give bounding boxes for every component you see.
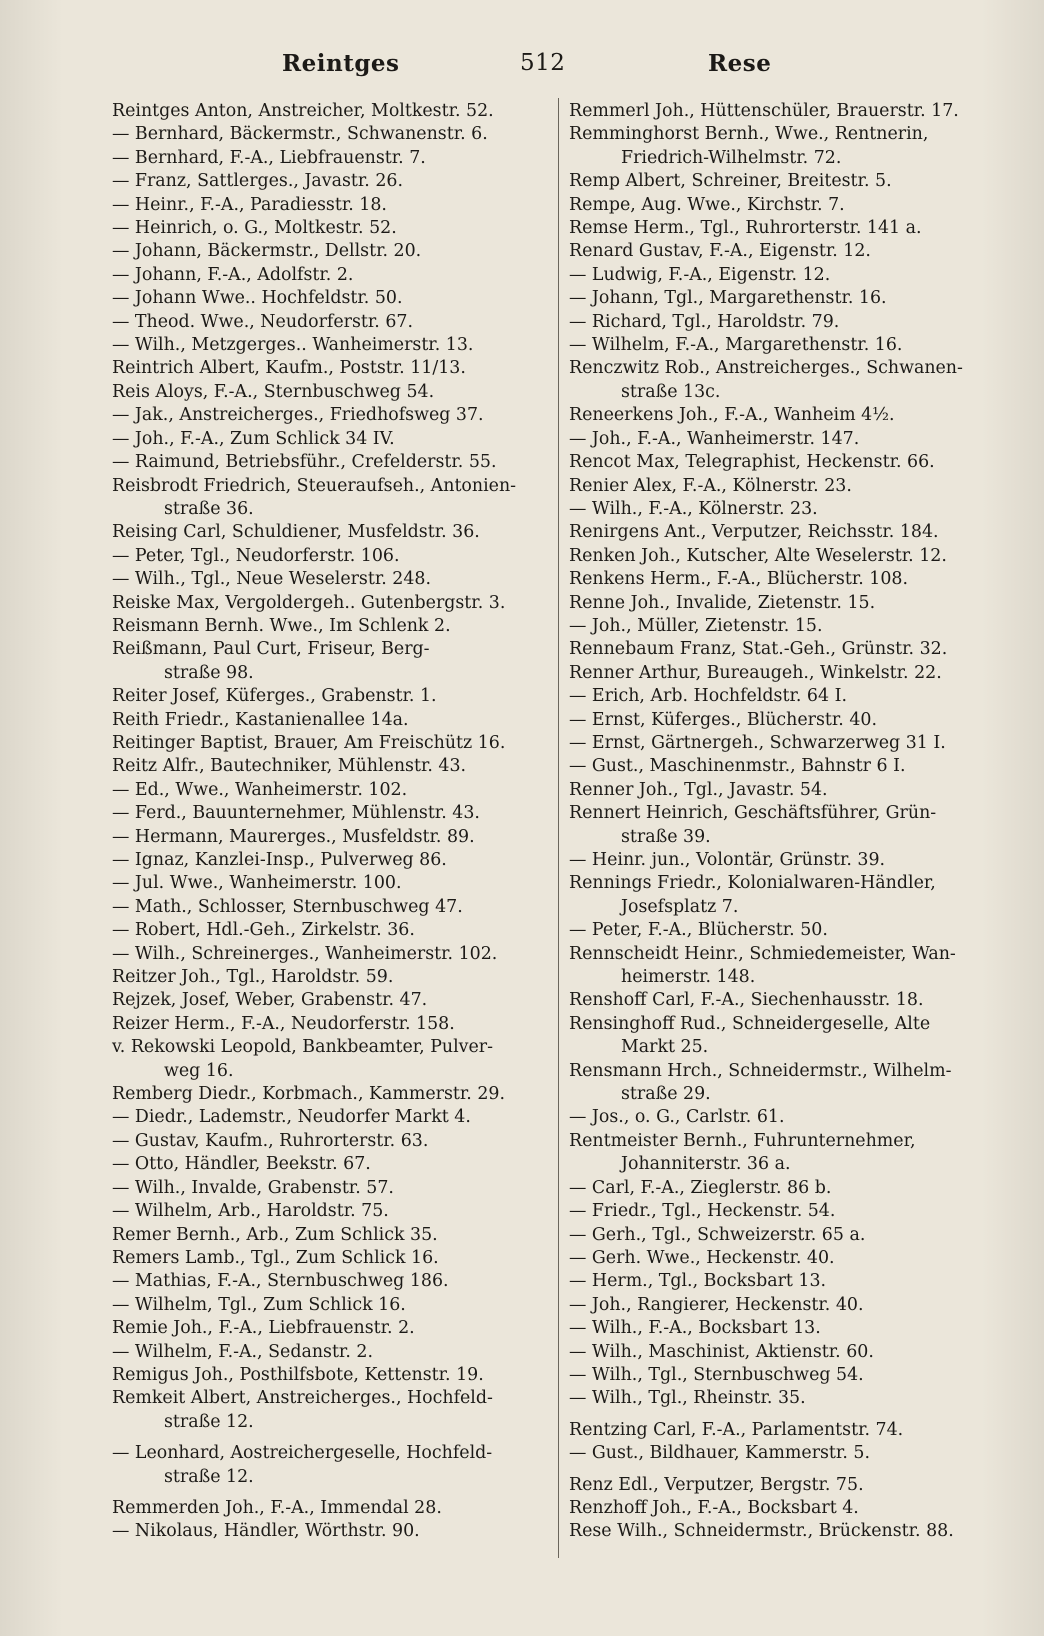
directory-entry	[569, 872, 1001, 919]
entry-line: — Leonhard, Aostreichergeselle, Hochfeld-	[112, 1443, 493, 1464]
directory-entry	[569, 919, 1001, 942]
entry-line: Remmerden Joh., F.-A., Immendal 28.	[112, 1497, 442, 1518]
directory-entry	[569, 475, 1001, 498]
entry-line: — Bernhard, Bäckermstr., Schwanenstr. 6.	[112, 124, 488, 145]
directory-entry	[112, 592, 542, 615]
directory-entry	[112, 170, 542, 193]
entry-line: — Ernst, Gärtnergeh., Schwarzerweg 31 I.	[569, 732, 946, 753]
entry-continuation: straße 36.	[164, 498, 254, 519]
entry-line: Renard Gustav, F.-A., Eigenstr. 12.	[569, 241, 871, 262]
directory-entry	[112, 802, 542, 825]
directory-entry	[112, 264, 542, 287]
directory-entry	[569, 1474, 1001, 1497]
header-right-keyword: Rese	[708, 50, 772, 77]
entry-line: — Gerh., Tgl., Schweizerstr. 65 a.	[569, 1224, 866, 1245]
directory-entry	[569, 404, 1001, 427]
directory-entry	[569, 1341, 1001, 1364]
entry-line: — Wilh., Metzgerges.. Wanheimerstr. 13.	[112, 335, 474, 356]
entry-line: Reisbrodt Friedrich, Steueraufseh., Antonien-	[112, 475, 517, 496]
directory-entry	[112, 685, 542, 708]
entry-line: Remie Joh., F.-A., Liebfrauenstr. 2.	[112, 1318, 415, 1339]
entry-line: Rennert Heinrich, Geschäftsführer, Grün-	[569, 803, 937, 824]
directory-entry	[569, 521, 1001, 544]
entry-line: — Joh., Müller, Zietenstr. 15.	[569, 615, 823, 636]
entry-line: — Herm., Tgl., Bocksbart 13.	[569, 1271, 827, 1292]
directory-entry	[569, 1013, 1001, 1060]
directory-entry	[569, 1294, 1001, 1317]
directory-entry	[569, 498, 1001, 521]
directory-entry	[112, 240, 542, 263]
directory-entry	[112, 732, 542, 755]
directory-entry	[112, 615, 542, 638]
directory-entry	[569, 240, 1001, 263]
entry-line: Remigus Joh., Posthilfsbote, Kettenstr. 19.	[112, 1364, 484, 1385]
directory-entry	[569, 1247, 1001, 1270]
directory-entry	[569, 615, 1001, 638]
entry-line: — Gustav, Kaufm., Ruhrorterstr. 63.	[112, 1130, 429, 1151]
entry-line: — Wilh., Schreinerges., Wanheimerstr. 102.	[112, 943, 498, 964]
entry-continuation: Markt 25.	[621, 1037, 709, 1058]
directory-entry	[112, 381, 542, 404]
entry-continuation: straße 39.	[621, 826, 711, 847]
entry-line: v. Rekowski Leopold, Bankbeamter, Pulver-	[112, 1037, 493, 1058]
entry-line: Rentzing Carl, F.-A., Parlamentstr. 74.	[569, 1419, 904, 1440]
directory-entry	[112, 1130, 542, 1153]
directory-entry	[569, 311, 1001, 334]
entry-line: Renner Joh., Tgl., Javastr. 54.	[569, 779, 828, 800]
entry-line: Renken Joh., Kutscher, Alte Weselerstr. 12.	[569, 545, 947, 566]
directory-entry	[112, 1036, 542, 1083]
directory-entry	[112, 755, 542, 778]
page-header	[0, 50, 1044, 90]
directory-entry	[569, 123, 1001, 170]
directory-entry	[112, 966, 542, 989]
entry-line: — Robert, Hdl.-Geh., Zirkelstr. 36.	[112, 920, 415, 941]
directory-entry	[112, 1442, 542, 1489]
directory-entry	[112, 1520, 542, 1543]
directory-entry	[112, 568, 542, 591]
directory-entry	[569, 568, 1001, 591]
entry-line: — Johann, Tgl., Margarethenstr. 16.	[569, 288, 887, 309]
entry-line: Reitz Alfr., Bautechniker, Mühlenstr. 43.	[112, 756, 467, 777]
entry-line: — Ernst, Küferges., Blücherstr. 40.	[569, 709, 877, 730]
entry-line: — Erich, Arb. Hochfeldstr. 64 I.	[569, 686, 847, 707]
entry-line: Reintrich Albert, Kaufm., Poststr. 11/13.	[112, 358, 466, 379]
entry-line: — Carl, F.-A., Zieglerstr. 86 b.	[569, 1177, 832, 1198]
entry-line: Renczwitz Rob., Anstreicherges., Schwanen-	[569, 358, 963, 379]
directory-entry	[569, 1419, 1001, 1442]
entry-line: Remmerl Joh., Hüttenschüler, Brauerstr. 17.	[569, 101, 959, 121]
entry-line: Reith Friedr., Kastanienallee 14a.	[112, 709, 409, 730]
entry-continuation: Josefsplatz 7.	[621, 896, 739, 917]
directory-entry	[112, 334, 542, 357]
entry-line: — Wilhelm, Tgl., Zum Schlick 16.	[112, 1294, 406, 1315]
entry-continuation: heimerstr. 148.	[621, 967, 756, 988]
entry-line: Remse Herm., Tgl., Ruhrorterstr. 141 a.	[569, 218, 922, 239]
directory-entry	[569, 1364, 1001, 1387]
entry-line: Renne Joh., Invalide, Zietenstr. 15.	[569, 592, 876, 613]
entry-line: — Wilh., Tgl., Rheinstr. 35.	[569, 1388, 806, 1409]
entry-line: — Wilh., Tgl., Sternbuschweg 54.	[569, 1364, 864, 1385]
entry-line: Rese Wilh., Schneidermstr., Brückenstr. 88.	[569, 1521, 954, 1542]
directory-entry	[112, 1177, 542, 1200]
entry-line: Reitzer Joh., Tgl., Haroldstr. 59.	[112, 967, 394, 988]
directory-entry	[112, 1294, 542, 1317]
directory-entry	[112, 638, 542, 685]
directory-entry	[569, 194, 1001, 217]
entry-line: Reißmann, Paul Curt, Friseur, Berg-	[112, 639, 430, 660]
entry-line: — Theod. Wwe., Neudorferstr. 67.	[112, 311, 413, 332]
entry-line: Remkeit Albert, Anstreicherges., Hochfeld-	[112, 1388, 493, 1409]
entry-line: Rennings Friedr., Kolonialwaren-Händler,	[569, 873, 936, 894]
directory-entry	[112, 1106, 542, 1129]
entry-line: — Jul. Wwe., Wanheimerstr. 100.	[112, 873, 402, 894]
directory-entry	[112, 1364, 542, 1387]
entry-continuation: weg 16.	[164, 1060, 234, 1081]
entry-continuation: Friedrich-Wilhelmstr. 72.	[621, 147, 842, 168]
directory-entry	[569, 592, 1001, 615]
directory-entry	[569, 545, 1001, 568]
entry-line: — Franz, Sattlerges., Javastr. 26.	[112, 171, 404, 192]
entry-line: — Ludwig, F.-A., Eigenstr. 12.	[569, 264, 831, 285]
entry-line: Reneerkens Joh., F.-A., Wanheim 4½.	[569, 405, 895, 426]
directory-entry	[569, 849, 1001, 872]
entry-line: — Joh., F.-A., Wanheimerstr. 147.	[569, 428, 860, 449]
directory-entry	[112, 779, 542, 802]
directory-entry	[112, 451, 542, 474]
directory-entry	[569, 217, 1001, 240]
entry-line: Reizer Herm., F.-A., Neudorferstr. 158.	[112, 1013, 455, 1034]
entry-line: — Hermann, Maurerges., Musfeldstr. 89.	[112, 826, 475, 847]
directory-entry	[112, 147, 542, 170]
directory-entry	[112, 1013, 542, 1036]
entry-line: — Wilh., Invalde, Grabenstr. 57.	[112, 1177, 394, 1198]
entry-line: Reiter Josef, Küferges., Grabenstr. 1.	[112, 686, 437, 707]
directory-entry	[112, 311, 542, 334]
directory-entry	[112, 1387, 542, 1434]
entry-line: — Johann Wwe.. Hochfeldstr. 50.	[112, 288, 403, 309]
entry-line: Remer Bernh., Arb., Zum Schlick 35.	[112, 1224, 438, 1245]
directory-entry	[569, 755, 1001, 778]
entry-line: — Johann, Bäckermstr., Dellstr. 20.	[112, 241, 422, 262]
entry-continuation: straße 98.	[164, 662, 254, 683]
entry-line: Remp Albert, Schreiner, Breitestr. 5.	[569, 171, 892, 192]
entry-line: — Heinr. jun., Volontär, Grünstr. 39.	[569, 850, 886, 870]
entry-line: Renier Alex, F.-A., Kölnerstr. 23.	[569, 475, 852, 496]
entry-line: Reiske Max, Vergoldergeh.. Gutenbergstr. 3.	[112, 592, 506, 613]
directory-entry	[112, 1270, 542, 1293]
entry-line: Renshoff Carl, F.-A., Siechenhausstr. 18.	[569, 990, 924, 1011]
directory-entry	[112, 428, 542, 451]
entry-line: Remberg Diedr., Korbmach., Kammerstr. 29.	[112, 1084, 505, 1105]
directory-entry	[569, 264, 1001, 287]
directory-entry	[569, 170, 1001, 193]
entry-line: — Gust., Maschinenmstr., Bahnstr 6 I.	[569, 756, 906, 777]
directory-entry	[569, 1200, 1001, 1223]
right-column	[569, 100, 1001, 1544]
entry-line: — Otto, Händler, Beekstr. 67.	[112, 1154, 371, 1175]
directory-entry	[569, 428, 1001, 451]
entry-line: — Math., Schlosser, Sternbuschweg 47.	[112, 896, 463, 917]
entry-line: — Jak., Anstreicherges., Friedhofsweg 37.	[112, 405, 484, 426]
directory-entry	[112, 989, 542, 1012]
entry-line: — Ferd., Bauunternehmer, Mühlenstr. 43.	[112, 803, 480, 824]
entry-line: Rentmeister Bernh., Fuhrunternehmer,	[569, 1130, 916, 1151]
entry-line: Renz Edl., Verputzer, Bergstr. 75.	[569, 1474, 864, 1495]
entry-line: Remers Lamb., Tgl., Zum Schlick 16.	[112, 1247, 439, 1268]
entry-line: — Jos., o. G., Carlstr. 61.	[569, 1107, 785, 1128]
directory-entry	[569, 1130, 1001, 1177]
entry-line: — Diedr., Lademstr., Neudorfer Markt 4.	[112, 1107, 471, 1128]
directory-entry	[569, 802, 1001, 849]
directory-entry	[112, 1247, 542, 1270]
entry-line: Rencot Max, Telegraphist, Heckenstr. 66.	[569, 452, 935, 473]
directory-entry	[569, 732, 1001, 755]
directory-entry	[569, 451, 1001, 474]
entry-line: — Bernhard, F.-A., Liebfrauenstr. 7.	[112, 147, 426, 168]
directory-entry	[112, 872, 542, 895]
directory-entry	[569, 1497, 1001, 1520]
entry-line: — Joh., F.-A., Zum Schlick 34 IV.	[112, 428, 395, 449]
entry-line: — Wilh., Maschinist, Aktienstr. 60.	[569, 1341, 874, 1362]
entry-line: Renirgens Ant., Verputzer, Reichsstr. 184.	[569, 522, 939, 543]
entry-line: Rempe, Aug. Wwe., Kirchstr. 7.	[569, 194, 845, 215]
directory-entry	[569, 1106, 1001, 1129]
directory-entry	[569, 685, 1001, 708]
entry-continuation: straße 13c.	[621, 381, 721, 402]
directory-entry	[112, 943, 542, 966]
directory-entry	[112, 1224, 542, 1247]
directory-entry	[569, 662, 1001, 685]
directory-entry	[112, 521, 542, 544]
directory-entry	[569, 943, 1001, 990]
directory-entry	[569, 1060, 1001, 1107]
entry-line: — Peter, Tgl., Neudorferstr. 106.	[112, 545, 400, 566]
entry-line: — Richard, Tgl., Haroldstr. 79.	[569, 311, 840, 332]
directory-entry	[569, 638, 1001, 661]
entry-line: — Wilhelm, F.-A., Margarethenstr. 16.	[569, 335, 903, 356]
directory-entry	[112, 919, 542, 942]
entry-line: — Peter, F.-A., Blücherstr. 50.	[569, 920, 828, 941]
entry-line: — Johann, F.-A., Adolfstr. 2.	[112, 264, 354, 285]
directory-entry	[569, 1224, 1001, 1247]
directory-entry	[112, 1317, 542, 1340]
entry-continuation: straße 12.	[164, 1466, 254, 1487]
left-column	[112, 100, 542, 1544]
directory-entry	[112, 287, 542, 310]
entry-line: — Heinr., F.-A., Paradiesstr. 18.	[112, 194, 387, 215]
entry-line: Reintges Anton, Anstreicher, Moltkestr. 52.	[112, 101, 494, 121]
directory-entry	[569, 1177, 1001, 1200]
directory-entry	[112, 217, 542, 240]
directory-entry	[569, 287, 1001, 310]
entry-line: Rejzek, Josef, Weber, Grabenstr. 47.	[112, 990, 428, 1011]
directory-entry	[569, 1442, 1001, 1465]
directory-entry	[112, 826, 542, 849]
directory-entry	[569, 100, 1001, 123]
directory-entry	[112, 194, 542, 217]
entry-line: Renkens Herm., F.-A., Blücherstr. 108.	[569, 569, 908, 590]
directory-entry	[112, 1153, 542, 1176]
directory-entry	[112, 123, 542, 146]
entry-line: — Gerh. Wwe., Heckenstr. 40.	[569, 1247, 835, 1268]
directory-entry	[569, 357, 1001, 404]
entry-line: Rennscheidt Heinr., Schmiedemeister, Wan-	[569, 943, 956, 964]
directory-entry	[112, 357, 542, 380]
entry-line: — Wilh., Tgl., Neue Weselerstr. 248.	[112, 569, 432, 590]
directory-entry	[569, 1270, 1001, 1293]
entry-line: — Wilhelm, F.-A., Sedanstr. 2.	[112, 1341, 373, 1362]
directory-entry	[112, 1341, 542, 1364]
directory-entry	[112, 1200, 542, 1223]
directory-entry	[569, 334, 1001, 357]
directory-entry	[112, 545, 542, 568]
entry-line: — Nikolaus, Händler, Wörthstr. 90.	[112, 1521, 420, 1542]
entry-line: — Wilhelm, Arb., Haroldstr. 75.	[112, 1201, 389, 1222]
entry-line: — Gust., Bildhauer, Kammerstr. 5.	[569, 1443, 870, 1464]
directory-entry	[569, 989, 1001, 1012]
directory-entry	[112, 896, 542, 919]
entry-continuation: straße 12.	[164, 1411, 254, 1432]
entry-line: Reising Carl, Schuldiener, Musfeldstr. 36.	[112, 522, 480, 543]
entry-line: — Mathias, F.-A., Sternbuschweg 186.	[112, 1271, 449, 1292]
header-left-keyword: Reintges	[282, 50, 400, 77]
directory-entry	[112, 404, 542, 427]
entry-line: — Ed., Wwe., Wanheimerstr. 102.	[112, 779, 408, 800]
entry-continuation: straße 29.	[621, 1084, 711, 1105]
entry-line: Renzhoff Joh., F.-A., Bocksbart 4.	[569, 1497, 859, 1518]
entry-line: — Heinrich, o. G., Moltkestr. 52.	[112, 218, 397, 239]
directory-entry	[112, 709, 542, 732]
entry-line: Rensinghoff Rud., Schneidergeselle, Alte	[569, 1013, 931, 1034]
entry-line: Rensmann Hrch., Schneidermstr., Wilhelm-	[569, 1060, 952, 1081]
directory-entry	[112, 475, 542, 522]
page-number: 512	[520, 50, 566, 76]
column-divider	[558, 98, 559, 1558]
entry-line: Rennebaum Franz, Stat.-Geh., Grünstr. 32.	[569, 639, 948, 660]
directory-entry	[112, 1083, 542, 1106]
entry-line: — Raimund, Betriebsführ., Crefelderstr. 55.	[112, 452, 497, 473]
directory-entry	[112, 1497, 542, 1520]
entry-line: Reis Aloys, F.-A., Sternbuschweg 54.	[112, 381, 435, 402]
directory-entry	[569, 1387, 1001, 1410]
directory-entry	[569, 1520, 1001, 1543]
entry-line: Reismann Bernh. Wwe., Im Schlenk 2.	[112, 615, 451, 636]
entry-line: — Wilh., F.-A., Bocksbart 13.	[569, 1318, 821, 1339]
entry-line: Renner Arthur, Bureaugeh., Winkelstr. 22.	[569, 662, 942, 683]
entry-line: Remminghorst Bernh., Wwe., Rentnerin,	[569, 124, 929, 145]
directory-entry	[569, 1317, 1001, 1340]
directory-entry	[569, 709, 1001, 732]
entry-line: — Wilh., F.-A., Kölnerstr. 23.	[569, 498, 818, 519]
entry-continuation: Johanniterstr. 36 a.	[621, 1154, 791, 1175]
entry-line: — Friedr., Tgl., Heckenstr. 54.	[569, 1201, 836, 1222]
directory-entry	[112, 849, 542, 872]
entry-line: — Joh., Rangierer, Heckenstr. 40.	[569, 1294, 864, 1315]
entry-line: Reitinger Baptist, Brauer, Am Freischütz 16.	[112, 732, 506, 753]
directory-entry	[569, 779, 1001, 802]
directory-entry	[112, 100, 542, 123]
entry-line: — Ignaz, Kanzlei-Insp., Pulverweg 86.	[112, 850, 447, 870]
